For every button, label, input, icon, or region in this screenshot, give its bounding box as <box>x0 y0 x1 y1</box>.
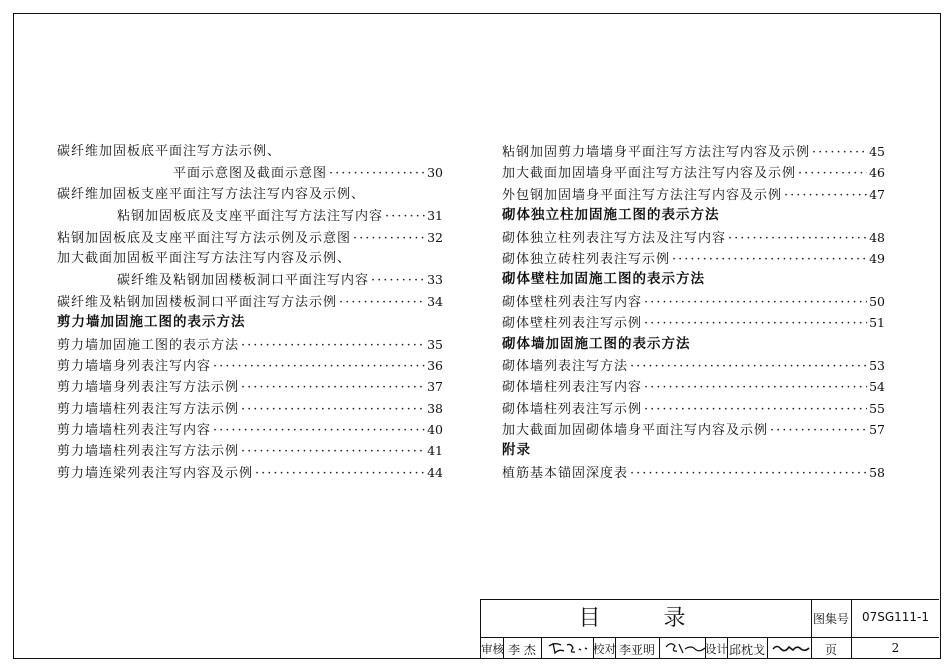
toc-leader-dots <box>241 335 425 356</box>
toc-page-number: 33 <box>427 272 443 288</box>
reviewer-signature <box>545 639 591 657</box>
toc-page-number: 30 <box>427 165 443 181</box>
toc-page-number: 36 <box>427 357 443 373</box>
toc-entry-title: 剪力墙墙柱列表注写内容 <box>57 423 212 439</box>
toc-leader-dots <box>255 463 425 484</box>
page-number: 2 <box>891 641 900 655</box>
toc-entry-title: 剪力墙连梁列表注写内容及示例 <box>57 465 254 481</box>
toc-leader-dots <box>213 420 425 441</box>
toc-entry <box>57 162 443 183</box>
toc-entry-title: 剪力墙墙柱列表注写方法示例 <box>57 401 240 417</box>
toc-entry-title: 碳纤维加固板支座平面注写方法注写内容及示例、 <box>57 186 366 202</box>
toc-entry-title: 剪力墙加固施工图的表示方法 <box>57 314 246 331</box>
toc-entry-title: 加大截面加固砌体墙身平面注写内容及示例 <box>502 423 769 439</box>
toc-leader-dots <box>213 356 425 377</box>
toc-entry <box>57 291 443 312</box>
toc-entry <box>57 334 443 355</box>
toc-entry-title: 砌体独立砖柱列表注写示例 <box>502 251 671 267</box>
toc-section-heading <box>502 440 885 461</box>
toc-page-number: 51 <box>869 315 885 331</box>
toc-page-number: 31 <box>427 208 443 224</box>
toc-entry <box>57 269 443 290</box>
toc-entry-title: 砌体壁柱列表注写内容 <box>502 294 643 310</box>
toc-entry-title: 碳纤维及粘钢加固楼板洞口平面注写内容 <box>117 273 370 289</box>
toc-leader-dots <box>798 163 867 184</box>
toc-leader-dots <box>644 377 867 398</box>
toc-leader-dots <box>644 292 867 313</box>
toc-page-number: 44 <box>427 464 443 480</box>
toc-entry <box>502 398 885 419</box>
checker-signature <box>663 639 707 657</box>
toc-entry-title: 粘钢加固板底及支座平面注写方法注写内容 <box>117 209 384 225</box>
toc-leader-dots <box>371 270 425 291</box>
toc-entry-title: 植筋基本锚固深度表 <box>502 465 629 481</box>
toc-leader-dots <box>728 228 867 249</box>
toc-entry <box>57 355 443 376</box>
toc-entry <box>57 398 443 419</box>
toc-page-number: 46 <box>869 165 885 181</box>
toc-entry-title: 粘钢加固板底及支座平面注写方法示例及示意图 <box>57 230 352 246</box>
toc-page-number: 50 <box>869 293 885 309</box>
toc-page-number: 40 <box>427 422 443 438</box>
toc-entry <box>57 440 443 461</box>
toc-entry-title: 碳纤维加固板底平面注写方法示例、 <box>57 144 282 159</box>
toc-leader-dots <box>672 249 867 270</box>
toc-entry-title: 砌体墙加固施工图的表示方法 <box>502 335 691 352</box>
toc-page-number: 53 <box>869 357 885 373</box>
designer-signature <box>771 640 811 656</box>
toc-entry-title: 附录 <box>502 442 531 459</box>
design-label: 设计 <box>705 642 728 656</box>
toc-leader-dots <box>241 441 425 462</box>
toc-right-column <box>502 141 885 483</box>
toc-entry <box>57 376 443 397</box>
toc-leader-dots <box>329 163 425 184</box>
toc-entry <box>502 248 885 269</box>
atlas-number: 07SG111-1 <box>861 610 930 624</box>
designer-name: 邱枕戈 <box>728 643 765 657</box>
review-label: 审核 <box>481 642 504 656</box>
checker-name: 李亚明 <box>618 643 655 657</box>
toc-leader-dots <box>339 292 425 313</box>
check-label: 校对 <box>593 642 616 656</box>
toc-page-number: 35 <box>427 336 443 352</box>
toc-entry-title: 砌体壁柱列表注写示例 <box>502 316 643 332</box>
toc-entry-title: 外包钢加固墙身平面注写方法注写内容及示例 <box>502 187 783 203</box>
toc-leader-dots <box>812 142 867 163</box>
toc-page-number: 49 <box>869 250 885 266</box>
toc-section-heading <box>502 334 885 355</box>
toc-leader-dots <box>784 185 867 206</box>
toc-leader-dots <box>241 399 425 420</box>
toc-entry-title: 砌体壁柱加固施工图的表示方法 <box>502 271 705 288</box>
toc-leader-dots <box>353 228 425 249</box>
toc-entry <box>502 184 885 205</box>
toc-leader-dots <box>630 463 867 484</box>
toc-entry <box>57 248 443 269</box>
toc-page-number: 48 <box>869 229 885 245</box>
toc-entry <box>502 419 885 440</box>
sheet-title: 目 录 <box>578 606 714 631</box>
toc-entry-title: 平面示意图及截面示意图 <box>173 166 328 182</box>
toc-entry <box>502 376 885 397</box>
toc-page-number: 58 <box>869 464 885 480</box>
toc-page-number: 54 <box>869 379 885 395</box>
toc-leader-dots <box>241 377 425 398</box>
toc-entry <box>502 312 885 333</box>
toc-leader-dots <box>644 399 867 420</box>
toc-entry <box>502 227 885 248</box>
toc-entry-title: 粘钢加固剪力墙墙身平面注写方法注写内容及示例 <box>502 145 811 160</box>
toc-page-number: 38 <box>427 400 443 416</box>
toc-page-number: 37 <box>427 379 443 395</box>
toc-entry <box>57 205 443 226</box>
atlas-number-label: 图集号 <box>812 612 849 626</box>
toc-leader-dots <box>644 313 867 334</box>
toc-page-number: 32 <box>427 229 443 245</box>
toc-leader-dots <box>385 206 425 227</box>
toc-entry <box>502 162 885 183</box>
toc-left-column <box>57 141 443 483</box>
toc-section-heading <box>502 269 885 290</box>
toc-entry <box>502 141 885 162</box>
toc-section-heading <box>502 205 885 226</box>
title-block <box>480 599 939 658</box>
toc-entry-title: 砌体墙列表注写方法 <box>502 358 629 374</box>
toc-section-heading <box>57 312 443 333</box>
toc-entry <box>57 184 443 205</box>
toc-entry <box>502 462 885 483</box>
toc-entry <box>57 141 443 162</box>
toc-entry <box>502 291 885 312</box>
toc-entry-title: 剪力墙墙身列表注写内容 <box>57 358 212 374</box>
toc-entry-title: 砌体墙柱列表注写内容 <box>502 380 643 396</box>
toc-entry <box>57 419 443 440</box>
toc-entry-title: 加大截面加固墙身平面注写方法注写内容及示例 <box>502 166 797 182</box>
toc-page-number: 34 <box>427 293 443 309</box>
toc-page-number: 47 <box>869 186 885 202</box>
toc-entry-title: 剪力墙墙柱列表注写方法示例 <box>57 444 240 460</box>
toc-entry-title: 碳纤维及粘钢加固楼板洞口平面注写方法示例 <box>57 294 338 310</box>
toc-leader-dots <box>770 420 867 441</box>
toc-entry-title: 加大截面加固板平面注写方法注写内容及示例、 <box>57 250 352 266</box>
toc-page-number: 45 <box>869 144 885 159</box>
toc-entry <box>57 462 443 483</box>
toc-entry <box>57 227 443 248</box>
toc-page-number: 41 <box>427 443 443 459</box>
toc-entry-title: 砌体独立柱列表注写方法及注写内容 <box>502 230 727 246</box>
toc-entry-title: 砌体独立柱加固施工图的表示方法 <box>502 207 720 224</box>
toc-page-number: 55 <box>869 400 885 416</box>
toc-page-number: 57 <box>869 422 885 438</box>
toc-leader-dots <box>630 356 867 377</box>
toc-entry-title: 剪力墙加固施工图的表示方法 <box>57 337 240 353</box>
page-label: 页 <box>824 643 837 657</box>
toc-entry <box>502 355 885 376</box>
reviewer-name: 李 杰 <box>508 643 536 657</box>
toc-entry-title: 剪力墙墙身列表注写方法示例 <box>57 380 240 396</box>
toc-entry-title: 砌体墙柱列表注写示例 <box>502 401 643 417</box>
